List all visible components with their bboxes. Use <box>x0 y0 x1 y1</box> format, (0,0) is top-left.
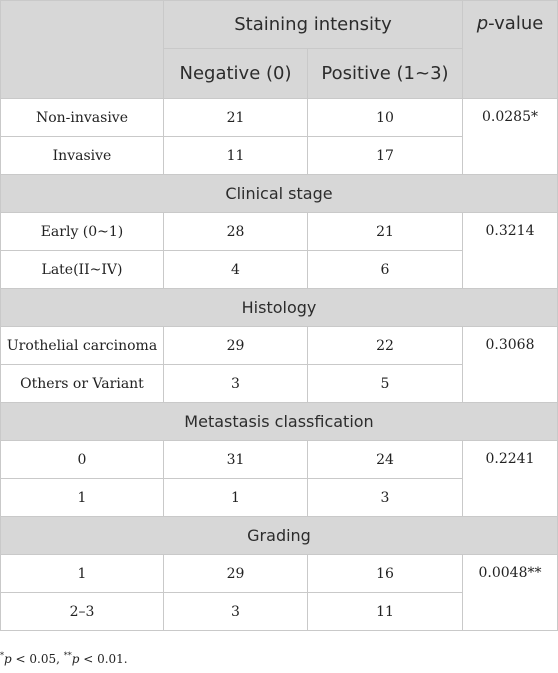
row-label: Urothelial carcinoma <box>1 327 164 365</box>
negative-count: 28 <box>164 213 308 251</box>
section-title: Metastasis classfication <box>1 403 558 441</box>
p-value-cell: 0.0285* <box>463 99 558 175</box>
positive-count: 21 <box>308 213 463 251</box>
positive-count: 5 <box>308 365 463 403</box>
header-negative: Negative (0) <box>164 49 308 99</box>
section-row-histology <box>1 289 558 327</box>
positive-count: 10 <box>308 99 463 137</box>
row-label: Early (0~1) <box>1 213 164 251</box>
positive-count: 3 <box>308 479 463 517</box>
negative-count: 3 <box>164 593 308 631</box>
p-value-cell: 0.3068 <box>463 327 558 403</box>
footnote-p-1: p <box>4 652 12 666</box>
positive-count: 17 <box>308 137 463 175</box>
table-row <box>1 327 558 365</box>
positive-count: 16 <box>308 555 463 593</box>
row-label: 0 <box>1 441 164 479</box>
row-label: Late(II~IV) <box>1 251 164 289</box>
footnote-p-2: p <box>71 652 80 666</box>
section-row-grading <box>1 517 558 555</box>
table-footnote <box>0 651 128 666</box>
section-row-clinical-stage <box>1 175 558 213</box>
positive-count: 24 <box>308 441 463 479</box>
negative-count: 3 <box>164 365 308 403</box>
p-value-cell: 0.3214 <box>463 213 558 289</box>
negative-count: 31 <box>164 441 308 479</box>
section-title: Clinical stage <box>1 175 558 213</box>
negative-count: 29 <box>164 327 308 365</box>
row-label: 1 <box>1 479 164 517</box>
positive-count: 11 <box>308 593 463 631</box>
footnote-star-1: * <box>0 651 4 660</box>
row-label: 2–3 <box>1 593 164 631</box>
negative-count: 29 <box>164 555 308 593</box>
negative-count: 21 <box>164 99 308 137</box>
header-staining-intensity: Staining intensity <box>164 1 463 49</box>
header-blank-cell <box>1 1 164 99</box>
row-label: Others or Variant <box>1 365 164 403</box>
section-row-metastasis <box>1 403 558 441</box>
table-row <box>1 99 558 137</box>
p-value-cell: 0.0048** <box>463 555 558 631</box>
positive-count: 22 <box>308 327 463 365</box>
footnote-threshold-1: < 0.05, <box>11 652 64 666</box>
section-title: Grading <box>1 517 558 555</box>
footnote-star-2: ** <box>63 651 72 660</box>
negative-count: 1 <box>164 479 308 517</box>
table-row <box>1 555 558 593</box>
positive-count: 6 <box>308 251 463 289</box>
p-value-cell: 0.2241 <box>463 441 558 517</box>
table-row <box>1 213 558 251</box>
row-label: Non-invasive <box>1 99 164 137</box>
section-title: Histology <box>1 289 558 327</box>
header-p-value <box>463 1 558 99</box>
header-p-italic: p <box>476 13 489 34</box>
negative-count: 4 <box>164 251 308 289</box>
row-label: 1 <box>1 555 164 593</box>
header-value-text: -value <box>488 13 544 34</box>
table-row <box>1 441 558 479</box>
footnote-threshold-2: < 0.01. <box>79 652 128 666</box>
negative-count: 11 <box>164 137 308 175</box>
row-label: Invasive <box>1 137 164 175</box>
header-positive: Positive (1~3) <box>308 49 463 99</box>
